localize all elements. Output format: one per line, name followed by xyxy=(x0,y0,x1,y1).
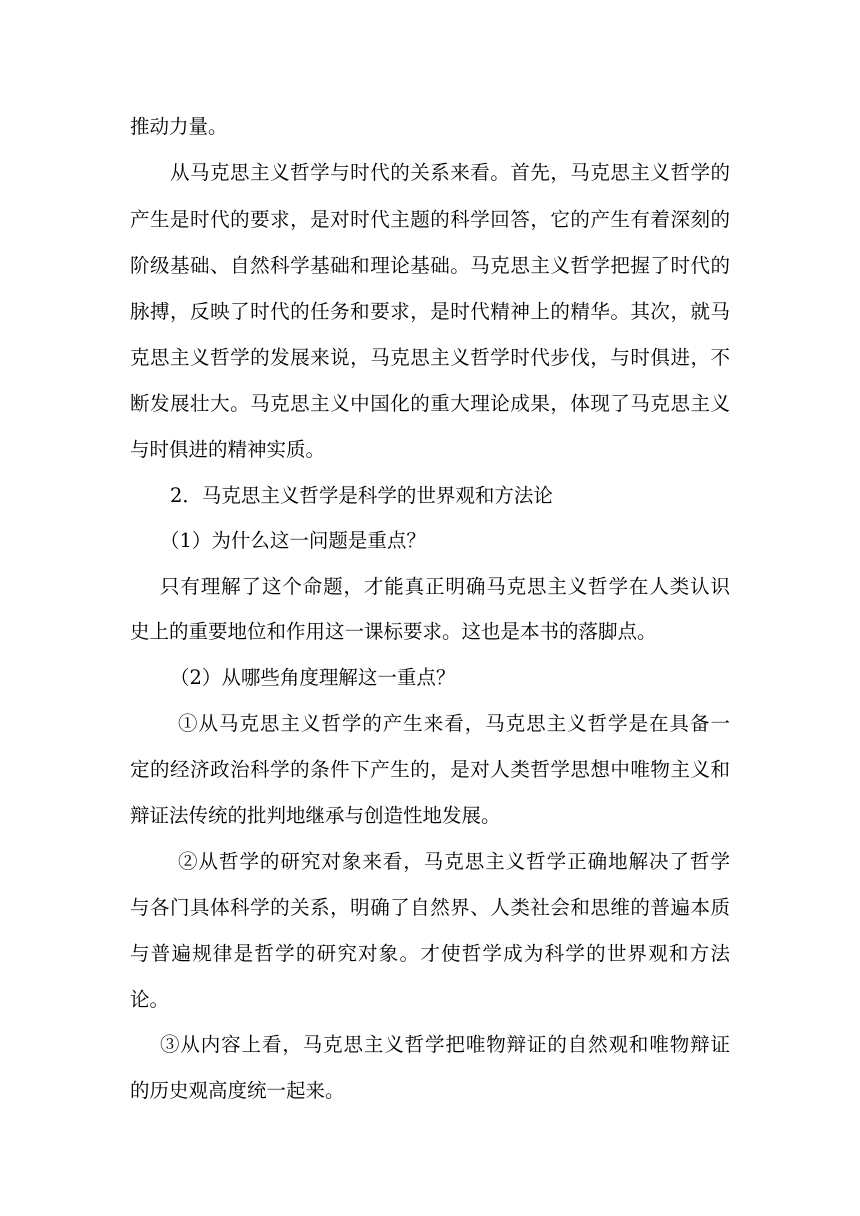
paragraph-line: 脉搏，反映了时代的任务和要求，是时代精神上的精华。其次，就马 xyxy=(130,300,730,323)
paragraph-line: 定的经济政治科学的条件下产生的，是对人类哲学思想中唯物主义和 xyxy=(130,758,730,781)
paragraph-line: 史上的重要地位和作用这一课标要求。这也是本书的落脚点。 xyxy=(130,620,657,643)
subsection-heading: （2）从哪些角度理解这一重点？ xyxy=(170,666,456,689)
paragraph-line: 产生是时代的要求，是对时代主题的科学回答，它的产生有着深刻的 xyxy=(130,208,730,231)
paragraph-line: 与各门具体科学的关系，明确了自然界、人类社会和思维的普遍本质 xyxy=(130,896,730,919)
paragraph-line: 从马克思主义哲学与时代的关系来看。首先，马克思主义哲学的 xyxy=(170,161,730,184)
paragraph-line: 克思主义哲学的发展来说，马克思主义哲学时代步伐，与时俱进，不 xyxy=(130,346,730,369)
paragraph-line: ②从哲学的研究对象来看，马克思主义哲学正确地解决了哲学 xyxy=(178,850,730,873)
paragraph-line: ③从内容上看，马克思主义哲学把唯物辩证的自然观和唯物辩证 xyxy=(160,1033,730,1056)
paragraph-line: ①从马克思主义哲学的产生来看，马克思主义哲学是在具备一 xyxy=(178,712,730,735)
subsection-heading: （1）为什么这一问题是重点？ xyxy=(160,529,426,552)
paragraph-line: 辩证法传统的批判地继承与创造性地发展。 xyxy=(130,804,501,827)
paragraph-line: 与普遍规律是哲学的研究对象。才使哲学成为科学的世界观和方法 xyxy=(130,942,730,965)
paragraph-line: 论。 xyxy=(130,988,170,1011)
paragraph-line: 的历史观高度统一起来。 xyxy=(130,1079,345,1102)
paragraph-line: 与时俱进的精神实质。 xyxy=(130,438,326,461)
paragraph-line: 只有理解了这个命题，才能真正明确马克思主义哲学在人类认识 xyxy=(160,575,730,598)
paragraph-line: 推动力量。 xyxy=(130,115,228,138)
section-heading: 2．马克思主义哲学是科学的世界观和方法论 xyxy=(170,484,553,507)
paragraph-line: 断发展壮大。马克思主义中国化的重大理论成果，体现了马克思主义 xyxy=(130,392,730,415)
paragraph-line: 阶级基础、自然科学基础和理论基础。马克思主义哲学把握了时代的 xyxy=(130,254,730,277)
